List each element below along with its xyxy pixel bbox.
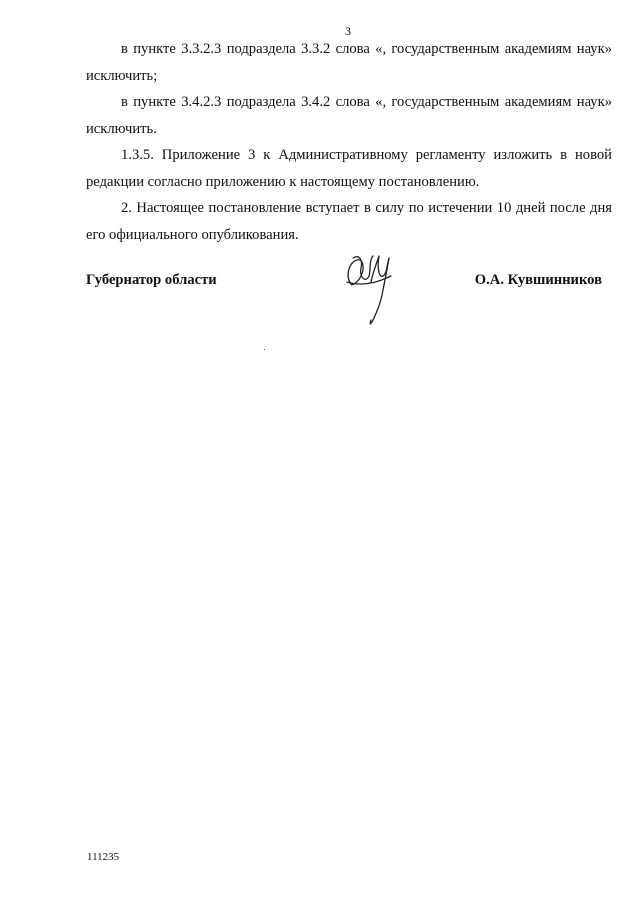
paragraph-effective-date: 2. Настоящее постановление вступает в силу по истечении 10 дней после дня его официального опубликования. xyxy=(86,200,612,243)
paragraph-amendment-3-4-2-3: в пункте 3.4.2.3 подраздела 3.4.2 слова «, государственным академиям наук» исключить. xyxy=(86,94,612,137)
paragraph-appendix-3: 1.3.5. Приложение 3 к Административному регламенту изложить в новой редакции согласно приложению к настоящему постановлению. xyxy=(86,147,612,190)
handwritten-signature xyxy=(341,246,401,336)
document-code: 111235 xyxy=(87,851,120,863)
signer-title: Губернатор области xyxy=(86,272,217,288)
page-number: 3 xyxy=(345,24,351,38)
paragraph-amendment-3-3-2-3: в пункте 3.3.2.3 подраздела 3.3.2 слова «, государственным академиям наук» исключить; xyxy=(86,41,612,84)
document-body xyxy=(86,36,612,248)
scan-speck xyxy=(264,349,265,350)
signer-name: О.А. Кувшинников xyxy=(474,272,602,288)
signature-block xyxy=(86,268,612,348)
